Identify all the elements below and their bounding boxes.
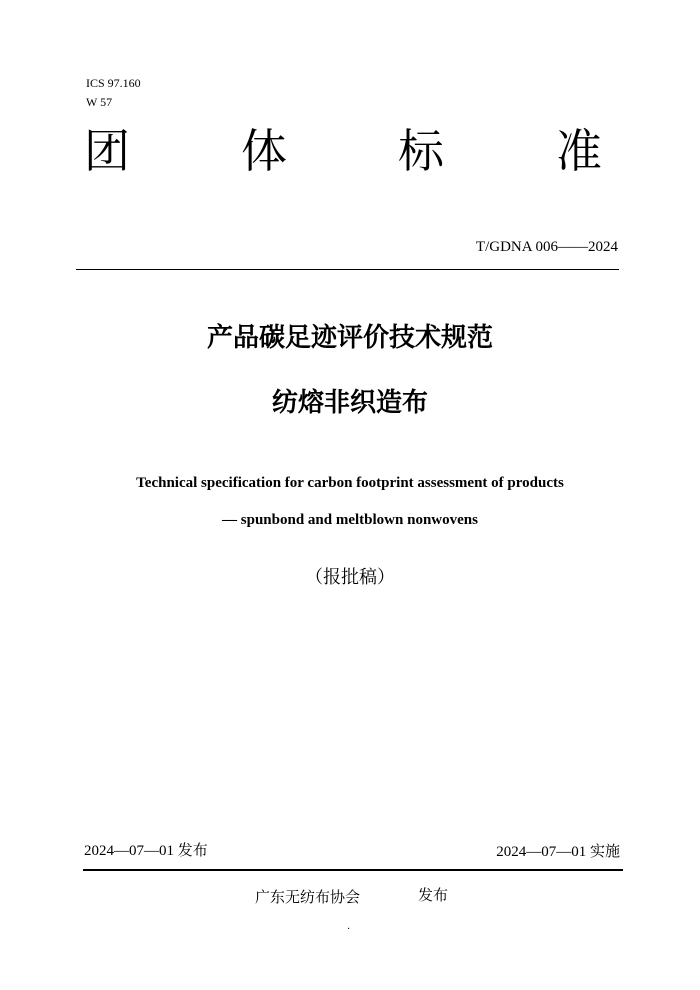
title-cn-main: 产品碳足迹评价技术规范 [206,323,493,353]
draft-status: （报批稿） [305,567,395,588]
category-char-1: 团 [84,124,130,178]
implement-date: 2024—07—01 实施 [496,844,620,860]
title-en-sub: — spunbond and meltblown nonwovens [222,512,478,528]
classification-code: W 57 [86,95,113,109]
issuer-name: 广东无纺布协会 [255,888,361,906]
category-char-4: 准 [556,124,602,178]
page-mark: . [347,921,351,932]
standard-code: T/GDNA 006——2024 [475,239,618,255]
bottom-divider [83,869,623,871]
publish-date: 2024—07—01 发布 [84,843,208,859]
category-char-2: 体 [241,124,287,178]
top-divider [76,269,619,270]
category-char-3: 标 [398,124,444,178]
title-en-main: Technical specification for carbon footprint assessment of products [136,475,564,491]
title-cn-sub: 纺熔非织造布 [271,388,428,418]
issue-label: 发布 [418,886,449,904]
ics-code: ICS 97.160 [86,76,141,90]
